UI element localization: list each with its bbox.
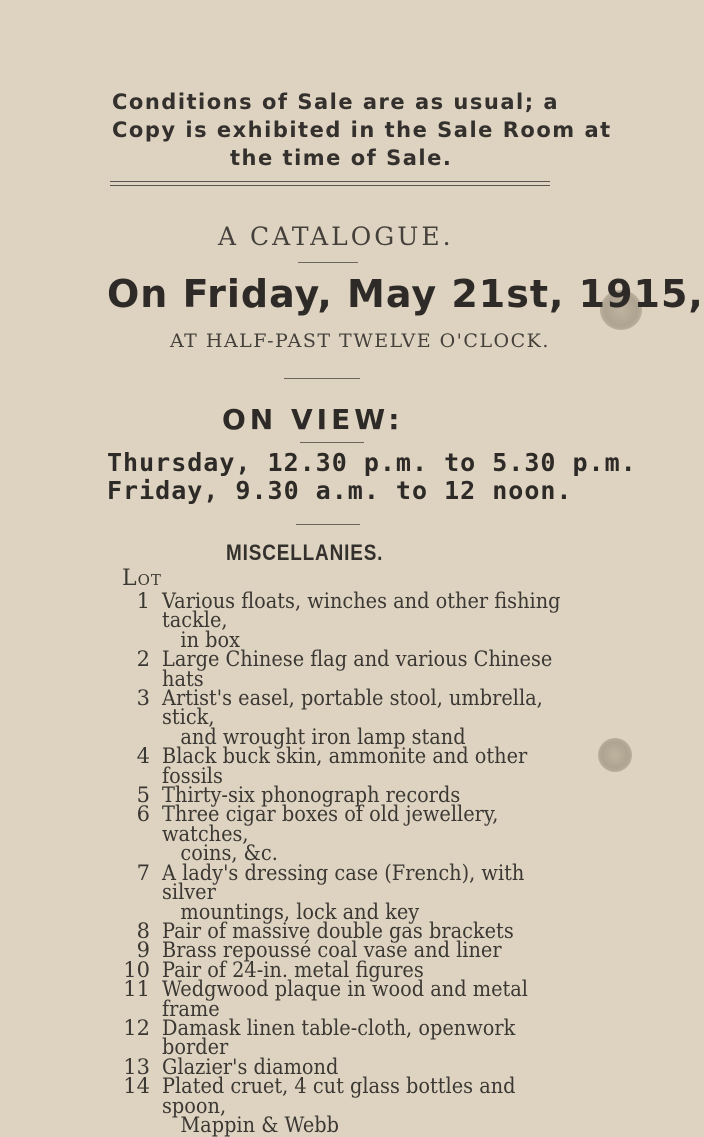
lot-number: 10 [123, 957, 150, 982]
lot-description-text: Pair of massive double gas brackets [162, 918, 514, 943]
section-title: MISCELLANIES. [226, 540, 384, 565]
divider [284, 378, 360, 379]
lot-description-text: A lady's dressing case (French), with silver [162, 860, 525, 905]
lot-description-text: Wedgwood plaque in wood and metal frame [162, 977, 528, 1021]
divider [300, 442, 364, 443]
lot-description-continuation: mountings, lock and key [180, 899, 420, 924]
lot-item [0, 1074, 640, 1137]
lot-description [162, 802, 567, 866]
lot-description-text: Black buck skin, ammonite and other fossils [162, 744, 528, 788]
lot-description-text: Large Chinese flag and various Chinese hats [162, 647, 553, 691]
on-view-title: ON VIEW: [222, 403, 404, 436]
lot-item [0, 802, 640, 866]
lot-number: 2 [136, 647, 150, 672]
lot-number: 12 [123, 1015, 150, 1040]
lot-description-continuation: coins, &c. [180, 841, 278, 866]
divider [298, 262, 358, 263]
lot-description [162, 647, 567, 691]
lot-description-continuation: and wrought iron lamp stand [180, 724, 466, 749]
lot-number: 14 [123, 1074, 150, 1099]
lot-description [162, 744, 567, 788]
lot-description-text: Thirty-six phonograph records [162, 783, 461, 808]
lot-description-text: Three cigar boxes of old jewellery, watches, [162, 802, 499, 846]
conditions-line: the time of Sale. [230, 146, 453, 170]
lot-number: 1 [136, 589, 150, 613]
sale-date: On Friday, May 21st, 1915, [107, 272, 704, 316]
lot-description-text: Glazier's diamond [162, 1054, 339, 1079]
conditions-of-sale [112, 88, 612, 172]
view-time-friday: Friday, 9.30 a.m. to 12 noon. [107, 476, 573, 505]
lot-description-continuation: Mappin & Webb [180, 1112, 339, 1137]
conditions-line: Conditions of Sale are as usual; a [112, 90, 560, 114]
lot-number: 11 [123, 977, 150, 1002]
lot-number: 5 [136, 783, 150, 808]
lot-number: 7 [136, 860, 150, 885]
sale-time: AT HALF-PAST TWELVE O'CLOCK. [170, 330, 550, 352]
lot-number: 9 [136, 938, 150, 963]
lot-description [162, 860, 567, 924]
lot-description-text: Plated cruet, 4 cut glass bottles and spoon, [162, 1074, 516, 1118]
view-time-thursday: Thursday, 12.30 p.m. to 5.30 p.m. [107, 448, 637, 477]
lot-description-text: Various floats, winches and other fishing tackle, [162, 589, 561, 633]
divider [296, 524, 360, 525]
lot-item [0, 686, 640, 749]
lot-description-text: Artist's easel, portable stool, umbrella, stick, [162, 686, 543, 730]
lot-description-text: Pair of 24-in. metal figures [162, 957, 424, 982]
lot-description [162, 977, 567, 1021]
lot-column-header: Lot [122, 566, 162, 591]
lot-description [162, 686, 567, 749]
lot-number: 8 [136, 918, 150, 943]
lot-description-continuation: in box [180, 627, 241, 652]
lot-number: 13 [123, 1054, 150, 1079]
lot-item [0, 589, 640, 652]
lot-item [0, 1015, 640, 1060]
lot-item [0, 744, 640, 788]
lot-description-text: Brass repoussé coal vase and liner [162, 938, 502, 963]
lot-item [0, 977, 640, 1021]
lot-description-text: Damask linen table-cloth, openwork border [162, 1015, 516, 1060]
lot-number: 6 [136, 802, 150, 827]
lot-description [162, 1015, 567, 1060]
lot-item [0, 647, 640, 691]
catalogue-title: A CATALOGUE. [218, 222, 454, 251]
conditions-line: Copy is exhibited in the Sale Room at [112, 118, 612, 142]
lot-number: 4 [136, 744, 150, 769]
lot-list [0, 589, 640, 1137]
lot-number: 3 [136, 686, 150, 711]
lot-item [0, 860, 640, 924]
double-rule [110, 181, 550, 186]
lot-description [162, 1074, 567, 1137]
lot-description [162, 589, 567, 652]
